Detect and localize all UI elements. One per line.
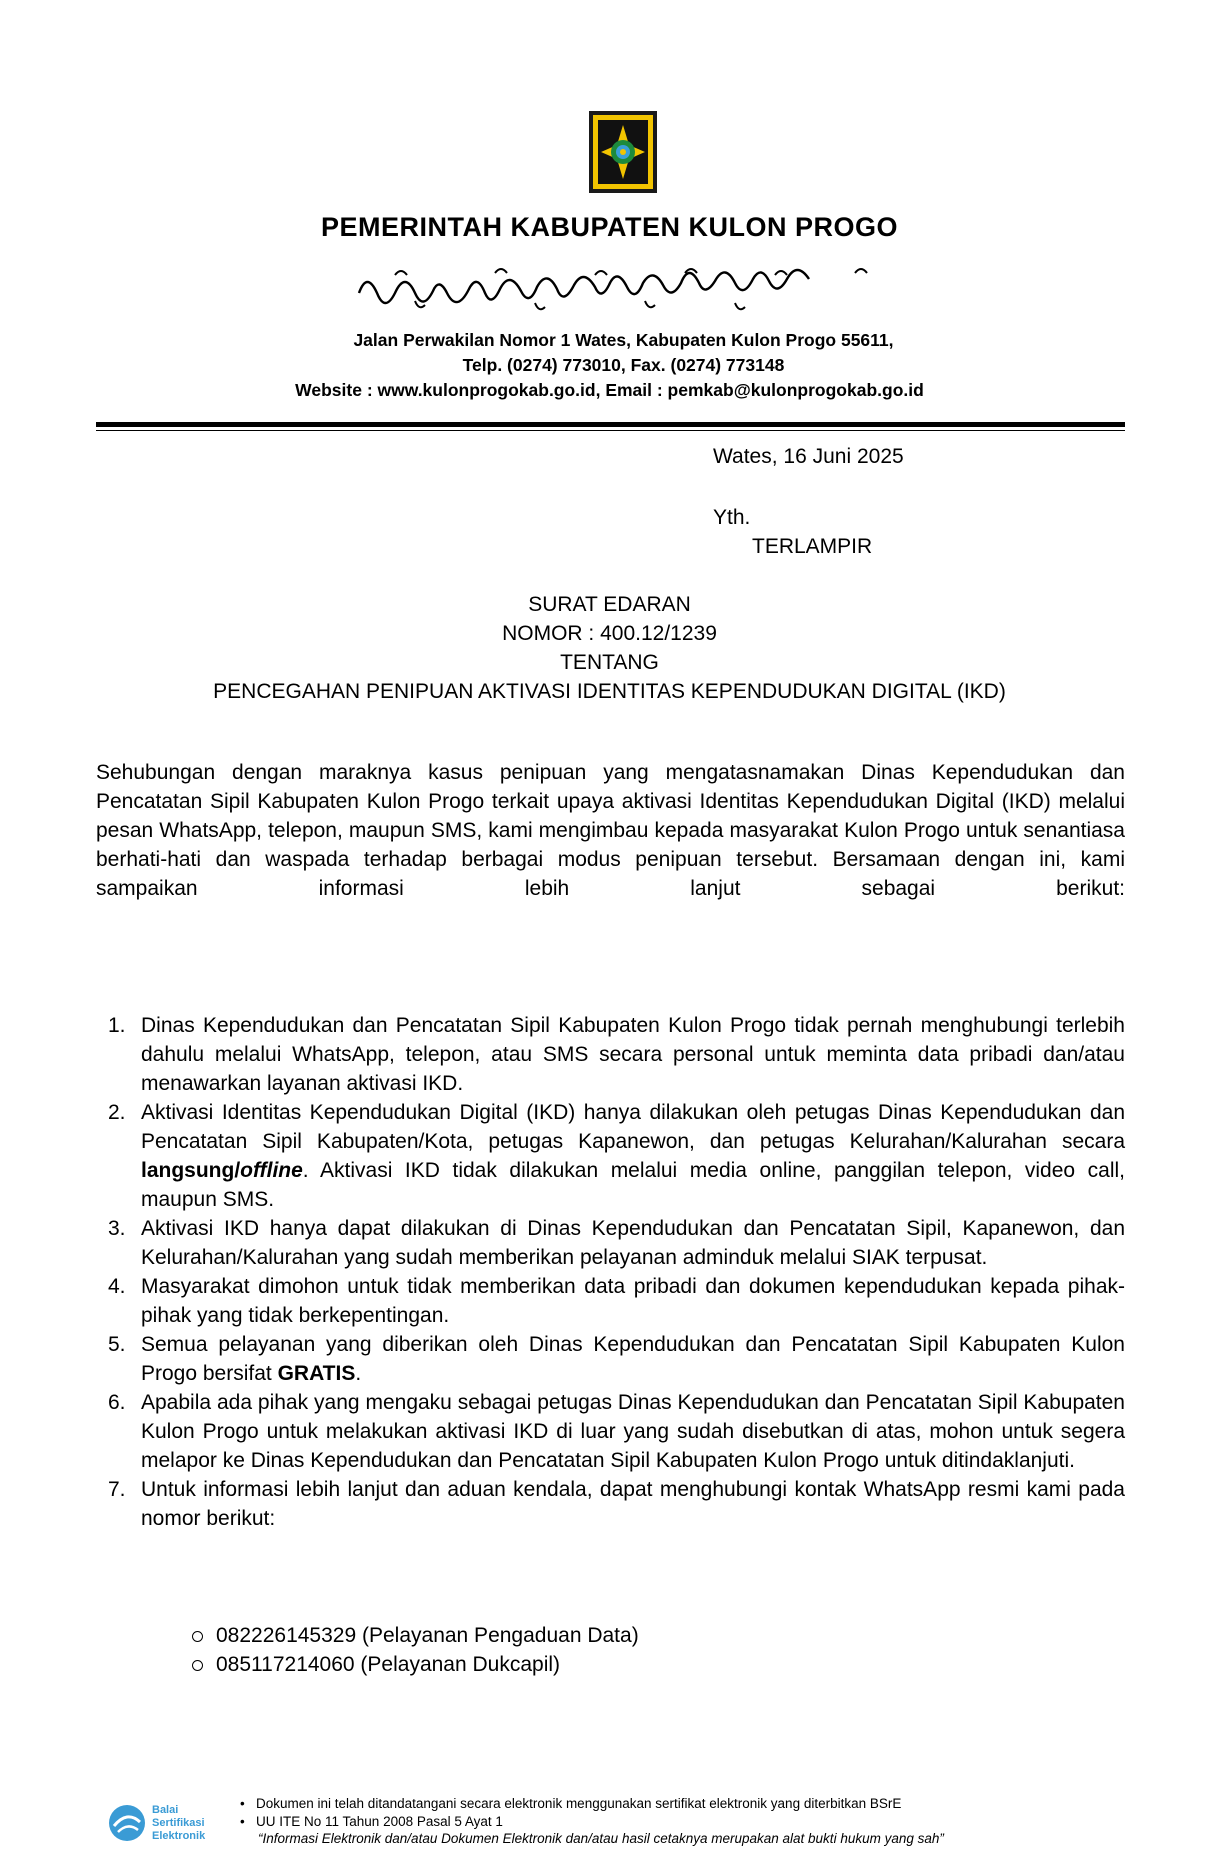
list-item	[96, 1330, 1125, 1388]
footer-bullet: •	[240, 1814, 245, 1829]
emphasis-offline: offline	[240, 1159, 303, 1182]
letter-title: SURAT EDARAN	[528, 593, 691, 616]
bsre-label-3: Elektronik	[152, 1830, 206, 1842]
notice-list	[96, 1011, 1125, 1533]
salutation: Yth.	[713, 506, 751, 529]
contact-list	[192, 1621, 639, 1679]
list-item-text: Apabila ada pihak yang mengaku sebagai petugas Dinas Kependudukan dan Pencatatan Sipil Kabupaten Kulon Progo untuk melakukan aktivasi IKD di luar yang sudah disebutkan di atas, mohon untuk segera melapor ke Dinas Kependudukan dan Pencatatan Sipil Kabupaten Kulon Progo untuk ditindaklanjuti.	[141, 1391, 1125, 1472]
footer-note-1	[240, 1796, 901, 1812]
circle-bullet-icon	[192, 1631, 203, 1642]
emphasis-langsung: langsung/	[141, 1159, 241, 1182]
address-line-2: Telp. (0274) 773010, Fax. (0274) 773148	[462, 355, 785, 375]
list-number: 5.	[108, 1333, 126, 1356]
address-line-1: Jalan Perwakilan Nomor 1 Wates, Kabupaten Kulon Progo 55611,	[353, 330, 894, 350]
list-item	[96, 1475, 1125, 1533]
header-divider-thin	[96, 430, 1125, 431]
letter-number: NOMOR : 400.12/1239	[502, 622, 717, 645]
list-item-text: Untuk informasi lebih lanjut dan aduan kendala, dapat menghubungi kontak WhatsApp resmi kami pada nomor berikut:	[141, 1478, 1125, 1530]
list-item-text-cont: . Aktivasi IKD tidak dilakukan melalui media online, panggilan telepon, video call, maupun SMS.	[141, 1159, 1125, 1211]
letter-about-label: TENTANG	[560, 651, 659, 674]
list-item-text: Masyarakat dimohon untuk tidak memberikan data pribadi dan dokumen kependudukan kepada pihak-pihak yang tidak berkepentingan.	[141, 1275, 1125, 1327]
list-item	[96, 1388, 1125, 1475]
list-item-text: Aktivasi Identitas Kependudukan Digital (IKD) hanya dilakukan oleh petugas Dinas Kependudukan dan Pencatatan Sipil Kabupaten/Kota, petugas Kapanewon, dan petugas Kelurahan/Kalurahan secara	[141, 1101, 1125, 1153]
bsre-logo	[104, 1800, 224, 1846]
list-number: 7.	[108, 1478, 126, 1501]
address-line-3: Website : www.kulonprogokab.go.id, Email : pemkab@kulonprogokab.go.id	[295, 380, 924, 400]
government-name: PEMERINTAH KABUPATEN KULON PROGO	[320, 212, 898, 242]
header-divider	[96, 422, 1125, 427]
contact-item	[192, 1650, 639, 1679]
list-item	[96, 1011, 1125, 1098]
list-item	[96, 1214, 1125, 1272]
javanese-script-icon	[355, 263, 915, 315]
list-number: 2.	[108, 1101, 126, 1124]
list-number: 3.	[108, 1217, 126, 1240]
recipient: TERLAMPIR	[752, 535, 873, 558]
kulon-progo-emblem-icon	[589, 111, 657, 193]
footer-note-2	[240, 1814, 503, 1830]
footer-note-3: “Informasi Elektronik dan/atau Dokumen Elektronik dan/atau hasil cetaknya merupakan alat bukti hukum yang sah”	[258, 1831, 944, 1846]
bsre-label-1: Balai	[152, 1804, 179, 1816]
list-item-text-cont: .	[355, 1362, 362, 1385]
list-item-text: Aktivasi IKD hanya dapat dilakukan di Dinas Kependudukan dan Pencatatan Sipil, Kapanewon, dan Kelurahan/Kalurahan yang sudah memberikan pelayanan adminduk melalui SIAK terpusat.	[141, 1217, 1125, 1269]
contact-text: 085117214060 (Pelayanan Dukcapil)	[216, 1653, 561, 1676]
circle-bullet-icon	[192, 1660, 203, 1671]
intro-paragraph: Sehubungan dengan maraknya kasus penipuan yang mengatasnamakan Dinas Kependudukan dan Pencatatan Sipil Kabupaten Kulon Progo terkait upaya aktivasi Identitas Kependudukan Digital (IKD) melalui pesan WhatsApp, telepon, maupun SMS, kami mengimbau kepada masyarakat Kulon Progo untuk senantiasa berhati-hati dan waspada terhadap berbagai modus penipuan tersebut. Bersamaan dengan ini, kami sampaikan informasi lebih lanjut sebagai berikut:	[96, 761, 1125, 900]
list-number: 6.	[108, 1391, 126, 1414]
list-number: 1.	[108, 1014, 126, 1037]
footer-bullet: •	[240, 1796, 245, 1811]
footer-note-text: Dokumen ini telah ditandatangani secara elektronik menggunakan sertifikat elektronik yang diterbitkan BSrE	[256, 1796, 902, 1811]
list-item	[96, 1272, 1125, 1330]
list-item	[96, 1098, 1125, 1214]
list-number: 4.	[108, 1275, 126, 1298]
letter-subject: PENCEGAHAN PENIPUAN AKTIVASI IDENTITAS KEPENDUDUKAN DIGITAL (IKD)	[213, 680, 1006, 703]
list-item-text: Dinas Kependudukan dan Pencatatan Sipil Kabupaten Kulon Progo tidak pernah menghubungi terlebih dahulu melalui WhatsApp, telepon, atau SMS secara personal untuk meminta data pribadi dan/atau menawarkan layanan aktivasi IKD.	[141, 1014, 1125, 1095]
letter-date: Wates, 16 Juni 2025	[713, 445, 904, 468]
footer-note-text: UU ITE No 11 Tahun 2008 Pasal 5 Ayat 1	[256, 1814, 503, 1829]
contact-text: 082226145329 (Pelayanan Pengaduan Data)	[216, 1624, 639, 1647]
list-item-text: Semua pelayanan yang diberikan oleh Dinas Kependudukan dan Pencatatan Sipil Kabupaten Kulon Progo bersifat	[141, 1333, 1125, 1385]
contact-item	[192, 1621, 639, 1650]
emphasis-gratis: GRATIS	[277, 1362, 356, 1385]
bsre-label-2: Sertifikasi	[152, 1817, 205, 1829]
